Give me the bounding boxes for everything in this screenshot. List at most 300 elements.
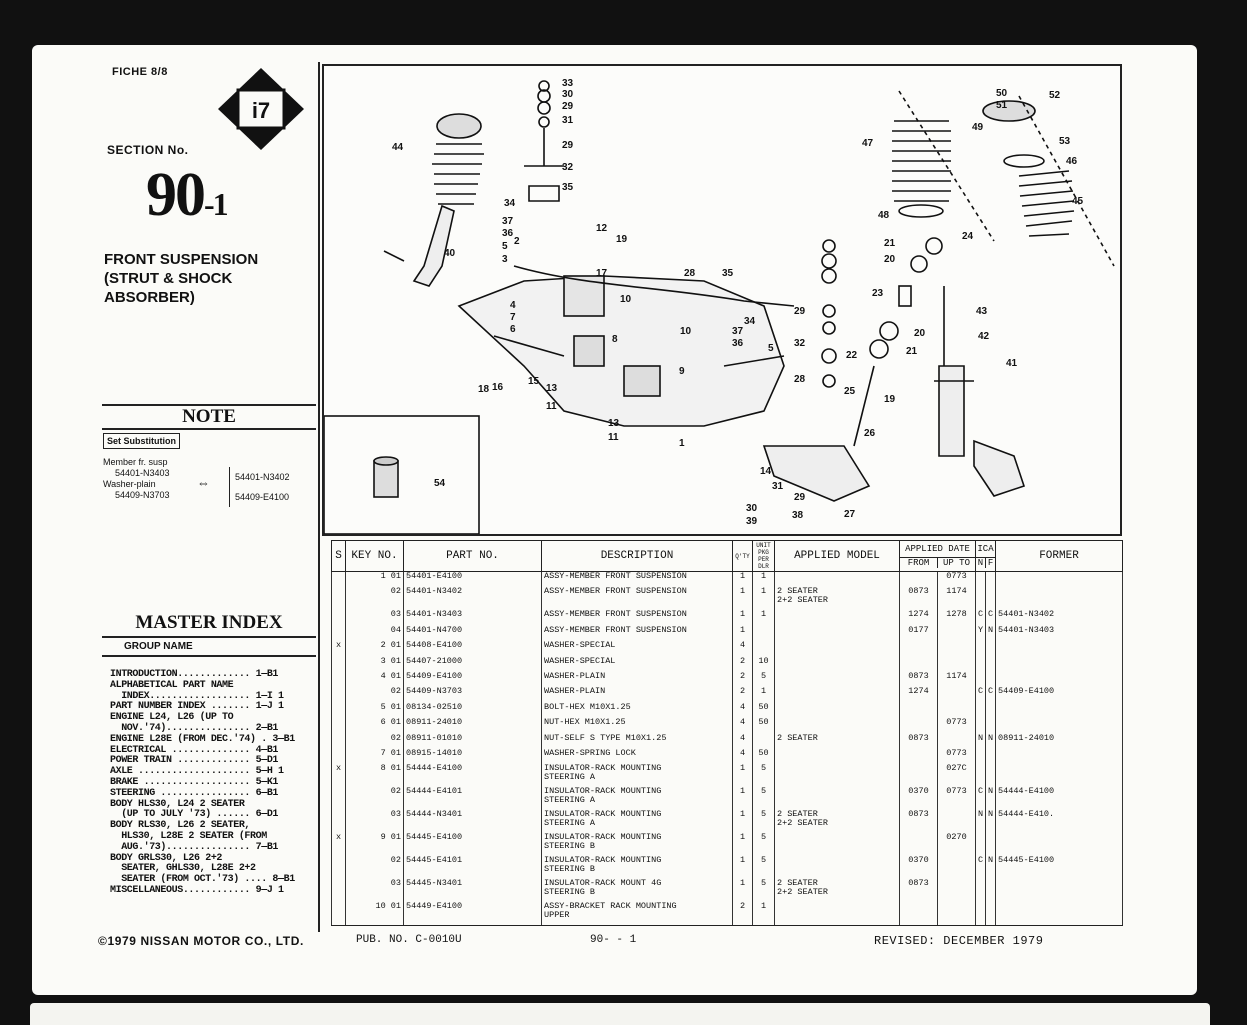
master-index-entry[interactable]: STEERING ................ 6—B1: [110, 787, 279, 799]
cell-part: 54444-E4100: [404, 764, 542, 787]
cell-unit: 50: [753, 703, 775, 718]
cell-from: [900, 833, 938, 856]
callout-number: 19: [884, 394, 896, 405]
cell-part: 54444-E4101: [404, 787, 542, 810]
note-left-line: Washer-plain: [103, 479, 156, 489]
cell-former: 08911-24010: [996, 734, 1123, 749]
cell-part: 54449-E4100: [404, 902, 542, 926]
callout-number: 5: [768, 343, 774, 354]
cell-key: 9 01: [346, 833, 404, 856]
cell-unit: 5: [753, 764, 775, 787]
master-index-list: [110, 670, 318, 897]
cell-n: [976, 879, 986, 902]
callout-number: 11: [546, 401, 557, 412]
cell-upto: [938, 879, 976, 902]
exploded-parts-diagram: [322, 64, 1122, 536]
cell-from: [900, 764, 938, 787]
callout-number: 18: [478, 384, 490, 395]
master-index-entry[interactable]: ALPHABETICAL PART NAME: [110, 679, 234, 691]
cell-from: [900, 703, 938, 718]
cell-desc: BOLT-HEX M10X1.25: [542, 703, 733, 718]
callout-number: 53: [1059, 136, 1071, 147]
callout-number: 36: [502, 228, 514, 239]
parts-row[interactable]: [332, 587, 1123, 610]
cell-part: 54445-N3401: [404, 879, 542, 902]
cell-n: [976, 749, 986, 764]
cell-s: [332, 734, 346, 749]
cell-desc: WASHER-SPECIAL: [542, 657, 733, 672]
callout-number: 45: [1072, 196, 1084, 207]
cell-part: 54407-21000: [404, 657, 542, 672]
callout-number: 44: [392, 142, 404, 153]
cell-former: [996, 572, 1123, 588]
cell-desc: INSULATOR-RACK MOUNTING STEERING A: [542, 810, 733, 833]
cell-n: Y: [976, 626, 986, 641]
parts-row[interactable]: [332, 902, 1123, 926]
cell-f: [986, 587, 996, 610]
cell-qty: 1: [733, 879, 753, 902]
cell-qty: 1: [733, 764, 753, 787]
callout-number: 28: [794, 374, 806, 385]
cell-upto: [938, 810, 976, 833]
cell-n: C: [976, 856, 986, 879]
cell-part: 54444-N3401: [404, 810, 542, 833]
set-substitution-tag: Set Substitution: [103, 433, 180, 449]
parts-row[interactable]: [332, 764, 1123, 787]
callout-number: 34: [744, 316, 756, 327]
parts-row[interactable]: [332, 610, 1123, 625]
cell-n: [976, 657, 986, 672]
cell-model: [775, 749, 900, 764]
master-index-entry[interactable]: SEATER, GHLS30, L28E 2+2: [110, 863, 256, 875]
parts-row[interactable]: [332, 703, 1123, 718]
cell-key: 3 01: [346, 657, 404, 672]
logo-text: i7: [251, 98, 271, 123]
cell-f: [986, 764, 996, 787]
col-part-no: PART NO.: [404, 541, 542, 572]
cell-former: [996, 879, 1123, 902]
next-page-strip: [30, 1003, 1210, 1025]
cell-part: 54409-E4100: [404, 672, 542, 687]
cell-qty: 4: [733, 749, 753, 764]
stabilizer-link-stack: [524, 81, 564, 201]
cell-s: [332, 810, 346, 833]
cell-qty: 1: [733, 810, 753, 833]
cell-qty: 1: [733, 856, 753, 879]
cell-desc: WASHER-PLAIN: [542, 687, 733, 702]
master-index-entry[interactable]: PART NUMBER INDEX ....... 1—J 1: [110, 701, 284, 713]
cell-from: 0370: [900, 856, 938, 879]
callout-number: 41: [1006, 358, 1018, 369]
cell-upto: [938, 703, 976, 718]
cell-from: 0177: [900, 626, 938, 641]
inset-box: [324, 416, 479, 534]
cell-n: [976, 703, 986, 718]
cell-model: [775, 687, 900, 702]
suspension-illustration: [324, 66, 1120, 534]
master-index-entry[interactable]: ENGINE L28E (FROM DEC.'74) . 3—B1: [110, 733, 295, 745]
cell-unit: [753, 641, 775, 656]
cell-part: 54409-N3703: [404, 687, 542, 702]
cell-part: 08915-14010: [404, 749, 542, 764]
cell-f: N: [986, 810, 996, 833]
cell-desc: WASHER-SPECIAL: [542, 641, 733, 656]
cell-f: C: [986, 687, 996, 702]
master-index-entry[interactable]: POWER TRAIN ............. 5—D1: [110, 755, 279, 767]
col-former: FORMER: [996, 541, 1123, 572]
note-right-line: 54401-N3402: [235, 472, 290, 482]
cell-n: [976, 764, 986, 787]
cell-key: 02: [346, 787, 404, 810]
col-from: FROM: [900, 558, 938, 568]
cell-desc: ASSY-MEMBER FRONT SUSPENSION: [542, 572, 733, 588]
cell-desc: NUT-SELF S TYPE M10X1.25: [542, 734, 733, 749]
cell-qty: 1: [733, 833, 753, 856]
master-index-entry[interactable]: SEATER (FROM OCT.'73) .... 8—B1: [110, 874, 295, 886]
callout-number: 21: [906, 346, 918, 357]
parts-row[interactable]: [332, 749, 1123, 764]
parts-row[interactable]: [332, 718, 1123, 733]
cell-former: [996, 764, 1123, 787]
callout-number: 52: [1049, 90, 1061, 101]
cell-key: 02: [346, 734, 404, 749]
note-title: NOTE: [102, 404, 316, 430]
ica-label: ICA: [976, 544, 995, 558]
cell-upto: [938, 734, 976, 749]
parts-row[interactable]: [332, 626, 1123, 641]
cell-model: 2 SEATER 2+2 SEATER: [775, 587, 900, 610]
cell-s: [332, 687, 346, 702]
callout-number: 35: [722, 268, 734, 279]
callout-number: 4: [510, 300, 516, 311]
parts-row[interactable]: [332, 734, 1123, 749]
cell-f: N: [986, 787, 996, 810]
col-ica: [976, 541, 996, 572]
cell-s: x: [332, 764, 346, 787]
cell-unit: [753, 626, 775, 641]
cell-upto: [938, 641, 976, 656]
revised-date: REVISED: DECEMBER 1979: [874, 934, 1044, 948]
cell-f: [986, 749, 996, 764]
cell-f: N: [986, 734, 996, 749]
cell-qty: 2: [733, 672, 753, 687]
callout-number: 22: [846, 350, 858, 361]
parts-row[interactable]: [332, 810, 1123, 833]
callout-number: 5: [502, 241, 508, 252]
col-up-to: UP TO: [942, 558, 970, 568]
col-s: S: [332, 541, 346, 572]
cell-s: [332, 703, 346, 718]
cell-upto: 0773: [938, 718, 976, 733]
cell-qty: 4: [733, 703, 753, 718]
cell-desc: ASSY-MEMBER FRONT SUSPENSION: [542, 587, 733, 610]
callout-number: 49: [972, 122, 984, 133]
cell-unit: [753, 734, 775, 749]
cell-unit: 5: [753, 833, 775, 856]
master-index-entry[interactable]: HLS30, L28E 2 SEATER (FROM: [110, 830, 267, 842]
cell-part: 54445-E4101: [404, 856, 542, 879]
parts-row[interactable]: [332, 856, 1123, 879]
cell-f: [986, 657, 996, 672]
callout-number: 33: [562, 78, 574, 89]
cell-key: 7 01: [346, 749, 404, 764]
callout-number: 37: [732, 326, 744, 337]
cell-f: [986, 902, 996, 926]
cell-former: [996, 833, 1123, 856]
cell-unit: 50: [753, 718, 775, 733]
parts-row[interactable]: [332, 572, 1123, 588]
callout-number: 32: [562, 162, 574, 173]
cell-part: 54445-E4100: [404, 833, 542, 856]
cell-upto: 1174: [938, 672, 976, 687]
parts-row[interactable]: [332, 787, 1123, 810]
cell-qty: 4: [733, 718, 753, 733]
master-index-entry[interactable]: INTRODUCTION............. 1—B1: [110, 669, 279, 680]
cell-f: [986, 572, 996, 588]
cell-s: [332, 672, 346, 687]
callout-number: 43: [976, 306, 988, 317]
parts-row[interactable]: [332, 657, 1123, 672]
master-index-entry[interactable]: BRAKE ................... 5—K1: [110, 776, 279, 788]
cell-desc: NUT-HEX M10X1.25: [542, 718, 733, 733]
section-number-suffix: -1: [204, 186, 227, 222]
master-index-entry[interactable]: BODY HLS30, L24 2 SEATER: [110, 798, 245, 810]
cell-qty: 1: [733, 587, 753, 610]
cell-s: x: [332, 833, 346, 856]
note-left-line: Member fr. susp: [103, 457, 168, 467]
cell-from: 1274: [900, 610, 938, 625]
cell-s: [332, 879, 346, 902]
cell-upto: [938, 902, 976, 926]
callout-number: 42: [978, 331, 990, 342]
col-key-no: KEY NO.: [346, 541, 404, 572]
cell-from: 0873: [900, 734, 938, 749]
shock-absorber-41: [934, 286, 1024, 496]
callout-number: 31: [562, 115, 574, 126]
cell-model: [775, 672, 900, 687]
cell-upto: 1174: [938, 587, 976, 610]
cell-key: 1 01: [346, 572, 404, 588]
callout-number: 24: [962, 231, 974, 242]
cell-model: [775, 787, 900, 810]
page-number: 90- - 1: [590, 934, 637, 946]
master-index-entry[interactable]: ELECTRICAL .............. 4—B1: [110, 744, 279, 756]
callout-number: 10: [680, 326, 692, 337]
cell-n: [976, 572, 986, 588]
col-qty: Q'TY: [733, 541, 753, 572]
transverse-link-15: [764, 446, 869, 501]
cell-s: [332, 610, 346, 625]
callout-number: 48: [878, 210, 890, 221]
cell-desc: INSULATOR-RACK MOUNTING STEERING A: [542, 764, 733, 787]
cell-qty: 2: [733, 687, 753, 702]
cell-from: 0370: [900, 787, 938, 810]
callout-number: 23: [872, 288, 884, 299]
cell-n: C: [976, 787, 986, 810]
cell-n: C: [976, 610, 986, 625]
cell-f: [986, 879, 996, 902]
cell-f: [986, 703, 996, 718]
cell-f: C: [986, 610, 996, 625]
cell-unit: 1: [753, 610, 775, 625]
cell-from: 0873: [900, 587, 938, 610]
cell-key: 10 01: [346, 902, 404, 926]
callout-number: 38: [792, 510, 804, 521]
cell-desc: INSULATOR-RACK MOUNT 4G STEERING B: [542, 879, 733, 902]
cell-upto: 027C: [938, 764, 976, 787]
section-label: SECTION No.: [107, 143, 189, 157]
substitution-arrow: ⇔: [197, 475, 210, 490]
cell-desc: INSULATOR-RACK MOUNTING STEERING B: [542, 856, 733, 879]
cell-model: 2 SEATER 2+2 SEATER: [775, 879, 900, 902]
parts-row[interactable]: [332, 641, 1123, 656]
callout-number: 14: [760, 466, 772, 477]
cell-key: 04: [346, 626, 404, 641]
cell-former: [996, 749, 1123, 764]
group-name-header: GROUP NAME: [102, 636, 316, 657]
ica-sub: [976, 558, 995, 568]
cell-model: 2 SEATER 2+2 SEATER: [775, 810, 900, 833]
cell-from: 0873: [900, 672, 938, 687]
parts-row[interactable]: [332, 833, 1123, 856]
parts-table: [331, 540, 1123, 926]
cell-unit: 1: [753, 587, 775, 610]
cell-qty: 1: [733, 626, 753, 641]
cell-former: [996, 587, 1123, 610]
cell-from: [900, 749, 938, 764]
callout-number: 29: [794, 306, 806, 317]
callout-number: 20: [884, 254, 896, 265]
cell-part: 08911-24010: [404, 718, 542, 733]
callout-number: 50: [996, 88, 1008, 99]
cell-model: [775, 657, 900, 672]
cell-upto: 0773: [938, 572, 976, 588]
cell-part: 54401-N3403: [404, 610, 542, 625]
cell-key: 02: [346, 687, 404, 702]
master-index-entry[interactable]: BODY GRLS30, L26 2+2: [110, 852, 223, 864]
cell-model: [775, 610, 900, 625]
cell-n: [976, 902, 986, 926]
master-index-entry[interactable]: (UP TO JULY '73) ...... 6—D1: [110, 809, 279, 821]
cell-former: 54445-E4100: [996, 856, 1123, 879]
cell-from: 0873: [900, 810, 938, 833]
cell-unit: 1: [753, 687, 775, 702]
cell-model: [775, 833, 900, 856]
cell-upto: [938, 626, 976, 641]
callout-number: 32: [794, 338, 806, 349]
cell-f: N: [986, 856, 996, 879]
cell-f: [986, 672, 996, 687]
cell-unit: 5: [753, 810, 775, 833]
cell-desc: ASSY-MEMBER FRONT SUSPENSION: [542, 626, 733, 641]
parts-row[interactable]: [332, 687, 1123, 702]
cell-upto: 1278: [938, 610, 976, 625]
callout-number: 11: [608, 432, 619, 443]
callout-number: 15: [528, 376, 540, 387]
applied-date-sub: [900, 558, 975, 568]
cell-key: 02: [346, 587, 404, 610]
cell-n: N: [976, 734, 986, 749]
callout-number: 12: [596, 223, 608, 234]
callout-number: 29: [562, 101, 574, 112]
callout-number: 51: [996, 100, 1008, 111]
callout-number: 46: [1066, 156, 1078, 167]
cell-former: 54444-E4100: [996, 787, 1123, 810]
cell-key: 8 01: [346, 764, 404, 787]
cell-upto: [938, 657, 976, 672]
master-index-entry[interactable]: ENGINE L24, L26 (UP TO: [110, 712, 234, 724]
cell-unit: 5: [753, 787, 775, 810]
cell-unit: 5: [753, 856, 775, 879]
cell-n: [976, 641, 986, 656]
callout-number: 16: [492, 382, 504, 393]
cell-s: [332, 587, 346, 610]
cell-desc: ASSY-MEMBER FRONT SUSPENSION: [542, 610, 733, 625]
cell-qty: 1: [733, 610, 753, 625]
cell-key: 2 01: [346, 641, 404, 656]
cell-from: [900, 718, 938, 733]
callout-number: 30: [746, 503, 758, 514]
callout-number: 31: [772, 481, 784, 492]
cell-former: 54409-E4100: [996, 687, 1123, 702]
col-applied-date: [900, 541, 976, 572]
cell-part: 54401-N4700: [404, 626, 542, 641]
cell-f: N: [986, 626, 996, 641]
left-panel-divider: [318, 62, 320, 932]
parts-row[interactable]: [332, 672, 1123, 687]
cell-part: 08911-01010: [404, 734, 542, 749]
col-n: N: [976, 558, 986, 568]
coil-spring-47: [892, 121, 951, 217]
callout-number: 1: [679, 438, 685, 449]
cell-unit: 50: [753, 749, 775, 764]
callout-number: 13: [546, 383, 558, 394]
callout-number: 8: [612, 334, 618, 345]
cell-upto: [938, 687, 976, 702]
cell-part: 54408-E4100: [404, 641, 542, 656]
cell-from: [900, 641, 938, 656]
parts-row[interactable]: [332, 879, 1123, 902]
cell-upto: 0773: [938, 749, 976, 764]
cell-model: [775, 626, 900, 641]
cell-qty: 4: [733, 641, 753, 656]
master-index-entry[interactable]: MISCELLANEOUS............ 9—J 1: [110, 884, 284, 896]
master-index-entry[interactable]: NOV.'74)............... 2—B1: [110, 722, 279, 734]
master-index-entry[interactable]: AUG.'73)............... 7—B1: [110, 841, 279, 853]
callout-number: 35: [562, 182, 574, 193]
right-link-stack: [822, 240, 836, 387]
strut-assembly-44: [384, 114, 484, 286]
master-index-entry[interactable]: BODY RLS30, L26 2 SEATER,: [110, 820, 251, 832]
cell-s: [332, 657, 346, 672]
cell-former: [996, 703, 1123, 718]
cell-s: [332, 718, 346, 733]
cell-upto: 0773: [938, 787, 976, 810]
section-number: [146, 160, 227, 231]
cell-key: 03: [346, 610, 404, 625]
master-index-entry[interactable]: AXLE .................... 5—H 1: [110, 766, 284, 778]
cell-qty: 2: [733, 902, 753, 926]
cell-n: [976, 672, 986, 687]
callout-number: 19: [616, 234, 628, 245]
cell-s: [332, 856, 346, 879]
cell-unit: 10: [753, 657, 775, 672]
parts-table-wrap: [331, 540, 1122, 932]
cell-n: [976, 587, 986, 610]
cell-model: 2 SEATER: [775, 734, 900, 749]
master-index-entry[interactable]: INDEX.................. 1—I 1: [110, 690, 284, 702]
cell-s: [332, 749, 346, 764]
